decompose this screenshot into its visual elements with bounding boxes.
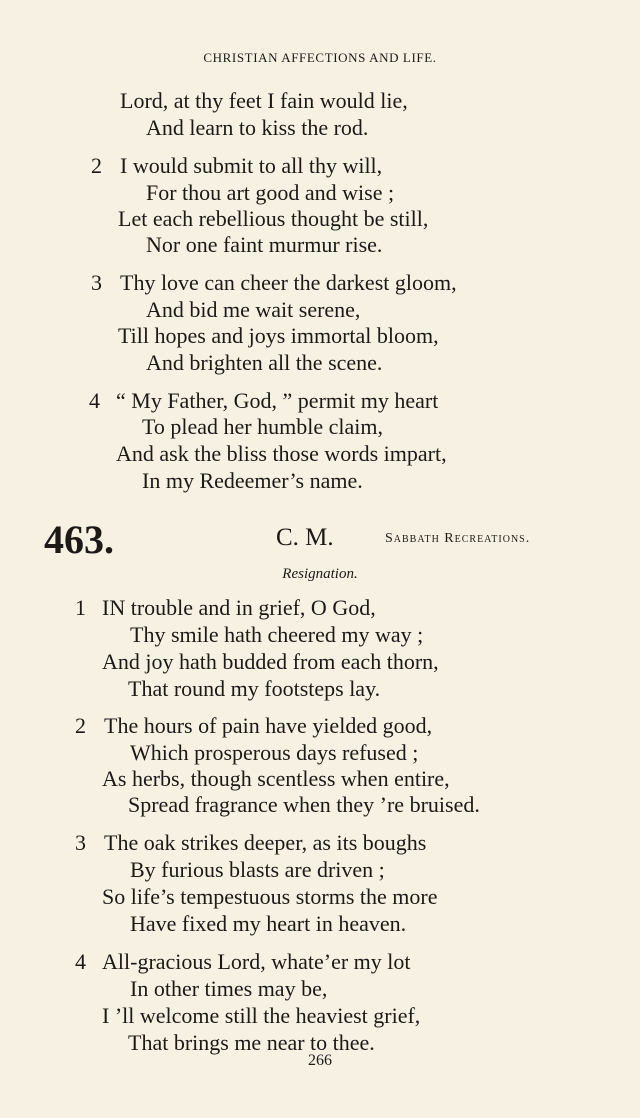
verse-line: Thy smile hath cheered my way ; xyxy=(130,622,424,647)
stanza-number: 3 xyxy=(91,270,102,295)
verse-line: “ My Father, God, ” permit my heart xyxy=(116,388,439,413)
stanza-number: 2 xyxy=(91,153,102,178)
verse-line: Let each rebellious thought be still, xyxy=(118,206,429,231)
verse-line: I ’ll welcome still the heaviest grief, xyxy=(102,1003,421,1028)
verse-line: By furious blasts are driven ; xyxy=(130,857,385,882)
verse-line: Nor one faint murmur rise. xyxy=(146,232,383,257)
verse-line: I would submit to all thy will, xyxy=(120,153,383,178)
stanza-number: 3 xyxy=(75,830,86,855)
stanza-number: 4 xyxy=(89,388,100,413)
verse-line: In my Redeemer’s name. xyxy=(142,468,363,493)
stanza-number: 2 xyxy=(75,713,86,738)
page-number: 266 xyxy=(308,1052,332,1069)
verse-line: And learn to kiss the rod. xyxy=(146,115,369,140)
verse-line: Thy love can cheer the darkest gloom, xyxy=(120,270,457,295)
verse-line: To plead her humble claim, xyxy=(142,414,383,439)
section-title: Sabbath Recreations. xyxy=(385,531,531,546)
verse-line: And joy hath budded from each thorn, xyxy=(102,649,439,674)
verse-line: The hours of pain have yielded good, xyxy=(104,713,433,738)
stanza-number: 4 xyxy=(75,949,86,974)
verse-line: The oak strikes deeper, as its boughs xyxy=(104,830,427,855)
verse-line: IN trouble and in grief, O God, xyxy=(102,595,376,620)
verse-line: Spread fragrance when they ’re bruised. xyxy=(128,792,480,817)
verse-line: Which prosperous days refused ; xyxy=(130,740,419,765)
verse-line: As herbs, though scentless when entire, xyxy=(102,766,450,791)
verse-line: So life’s tempestuous storms the more xyxy=(102,884,438,909)
verse-line: That brings me near to thee. xyxy=(128,1030,375,1055)
hymn-number: 463. xyxy=(44,517,114,562)
running-head: CHRISTIAN AFFECTIONS AND LIFE. xyxy=(203,50,437,65)
hymn-meter: C. M. xyxy=(276,524,334,551)
verse-line: Till hopes and joys immortal bloom, xyxy=(118,323,439,348)
verse-line: And bid me wait serene, xyxy=(146,297,361,322)
verse-line: That round my footsteps lay. xyxy=(128,676,381,701)
verse-line: Lord, at thy feet I fain would lie, xyxy=(120,88,408,113)
verse-line: For thou art good and wise ; xyxy=(146,180,395,205)
verse-line: And ask the bliss those words impart, xyxy=(116,441,447,466)
verse-line: All-gracious Lord, whate’er my lot xyxy=(102,949,411,974)
hymn-subtitle: Resignation. xyxy=(282,566,358,582)
verse-line: In other times may be, xyxy=(130,976,328,1001)
stanza-number: 1 xyxy=(75,595,86,620)
verse-line: Have fixed my heart in heaven. xyxy=(130,911,407,936)
verse-line: And brighten all the scene. xyxy=(146,350,383,375)
